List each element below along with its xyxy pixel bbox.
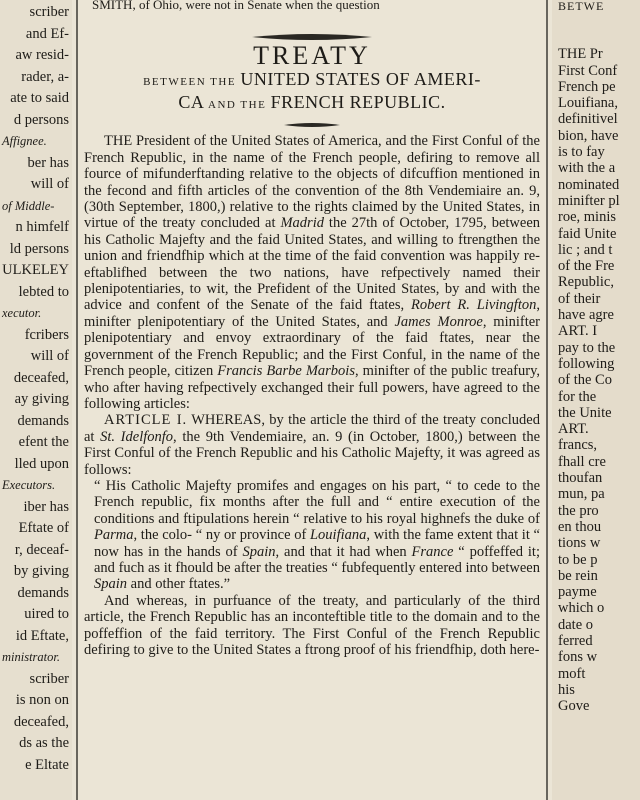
- column-rule-right: [546, 0, 548, 800]
- right-column-line: French pe: [558, 78, 616, 95]
- right-column: [552, 0, 640, 800]
- right-column-line: francs,: [558, 437, 598, 454]
- right-column-line: minifter pl: [558, 192, 620, 209]
- left-column-line: efent the: [18, 434, 69, 450]
- right-column-line: thoufan: [558, 470, 603, 487]
- right-column-line: ART.: [558, 421, 589, 438]
- ornament-bottom: [84, 117, 540, 127]
- right-column-line: for the: [558, 388, 597, 405]
- left-column-line: Eftate of: [18, 520, 69, 536]
- right-column-line: date o: [558, 616, 594, 633]
- right-column-line: which o: [558, 600, 605, 617]
- left-column-line: fcribers: [24, 326, 69, 343]
- treaty-subtitle: BETWEEN THE UNITED STATES OF AMERI- CA AND THE FRENCH REPUBLIC.: [143, 69, 481, 113]
- left-column-line: iber has: [23, 498, 69, 515]
- left-column-line: e Eltate: [25, 756, 69, 773]
- right-column-line: the pro: [558, 502, 599, 519]
- right-column-line: nominated: [558, 176, 620, 193]
- left-column-line: xecutor.: [2, 306, 42, 320]
- right-column-line: the Unite: [558, 404, 612, 421]
- right-column-line: following: [558, 355, 615, 372]
- right-column-line: roe, minis: [558, 209, 616, 226]
- right-column-line: his: [558, 681, 575, 698]
- left-column-line: will of: [30, 348, 69, 364]
- left-column-line: demands: [17, 584, 69, 601]
- right-column-line: is to fay: [558, 144, 605, 161]
- left-column-line: deceafed,: [13, 369, 69, 386]
- treaty-title: TREATY: [253, 41, 371, 71]
- left-column-line: d persons: [13, 111, 69, 128]
- treaty-body: [84, 133, 540, 658]
- left-column-line: ULKELEY: [2, 262, 69, 278]
- left-column-line: ld persons: [9, 240, 69, 257]
- left-column-line: is non on: [15, 692, 69, 708]
- quoted-article-paragraph: “ His Catholic Majefty promifes and engages on his part, “ to cede to the French republic, fix months after the full and “ entire execution of the conditions and ftipulations herein “ relative to his royal highnefs the duke of Parma, the colo- “ ny or province of Louifiana, with the fame extent that it “ now has in the hands of Spain, and that it had when France “ poffeffed it; and fuch as it fhould be after the treaties “ fubfequently entered into between Spain and other ftates.”: [94, 477, 540, 593]
- right-column-line: First Conf: [558, 62, 618, 79]
- left-column-line: by giving: [13, 563, 69, 579]
- right-column-line: en thou: [558, 518, 602, 535]
- left-column-line: ay giving: [14, 391, 69, 407]
- right-column-line: definitivel: [558, 111, 618, 128]
- left-column-line: deceafed,: [13, 713, 69, 730]
- left-column-line: lled upon: [14, 455, 69, 472]
- right-column-line: have agre: [558, 307, 614, 324]
- left-column-line: scriber: [29, 4, 69, 20]
- left-column-line: and Ef-: [25, 25, 69, 42]
- right-column-line: lic ; and t: [558, 241, 613, 258]
- right-column-line: ART. I: [558, 323, 598, 340]
- right-column-line: bion, have: [558, 127, 619, 144]
- right-column-line: of the Co: [558, 372, 612, 389]
- right-column-line: mun, pa: [558, 486, 605, 503]
- right-column-line: faid Unite: [558, 225, 617, 242]
- left-column-line: will of: [30, 176, 69, 192]
- right-column-line: pay to the: [558, 339, 616, 356]
- left-column-line: scriber: [29, 670, 69, 687]
- right-column-line: ferred: [558, 632, 593, 649]
- right-column-header: BETWE: [558, 0, 605, 13]
- article-one-paragraph: ARTICLE I. WHEREAS, by the article the third of the treaty concluded at St. Idelfonfo, the 9th Vendemiaire, an. 9 (in October, 1800,) between the First Conful of the French Republic and his Catholic Majefty, it was agreed as follows:: [84, 412, 540, 478]
- left-column-line: id Eftate,: [15, 627, 69, 644]
- left-column-line: of Middle-: [2, 198, 55, 213]
- right-column-line: of the Fre: [558, 258, 615, 275]
- right-column-line: be rein: [558, 567, 598, 584]
- whereas-paragraph: And whereas, in purfuance of the treaty, and particularly of the third article, the French Republic has an inconteftible title to the domain and to the poffeffion of the faid territory. The First Conful of the French Republic defiring to give to the United States a ftrong proof of his friendfhip, doth here-: [84, 592, 540, 658]
- left-column-line: ds as the: [19, 735, 69, 751]
- right-column-line: with the a: [558, 160, 616, 177]
- left-column-line: rader, a-: [21, 68, 69, 85]
- right-column-line: of their: [558, 290, 601, 307]
- left-column-line: lebted to: [18, 283, 69, 300]
- right-column-line: to be p: [558, 551, 598, 568]
- left-column-line: Affignee.: [2, 134, 47, 148]
- top-fragment: SMITH, of Ohio, were not in Senate when the question: [92, 0, 380, 12]
- left-column-line: n himfelf: [15, 219, 69, 235]
- left-column-line: r, deceaf-: [14, 541, 69, 558]
- left-column: [0, 0, 72, 800]
- right-column-line: fhall cre: [558, 453, 606, 470]
- right-column-line: THE Pr: [558, 46, 603, 63]
- left-column-line: Executors.: [2, 478, 56, 492]
- right-column-line: moft: [558, 665, 586, 682]
- right-column-line: tions w: [558, 535, 601, 552]
- treaty-column: [84, 0, 540, 800]
- left-column-line: ministrator.: [2, 650, 61, 664]
- column-rule-left: [76, 0, 78, 800]
- left-column-line: demands: [17, 412, 69, 429]
- left-column-line: uired to: [24, 606, 69, 622]
- left-column-line: aw resid-: [15, 47, 69, 63]
- preamble-paragraph: THE President of the United States of America, and the First Conful of the French Republic, in the name of the French people, defiring to remove all fource of mifunderftanding relative to the objects of difcuffion mentioned in the fecond and fifth articles of the convention of the 8th Vendemiaire an. 9, (30th September, 1800,) relative to the rights claimed by the United States, in virtue of the treaty concluded at Madrid the 27th of October, 1795, between his Catholic Majefty and the faid United States, and willing to ftrengthen the union and friendfhip which at the time of the faid convention was happily re-eftablifhed between the two nations, have refpectively named their plenipotentiaries, to wit, the Prefident of the United States, by and with the advice and confent of the Senate of the faid ftates, Robert R. Livingfton, minifter plenipotentiary of the United States, and James Monroe, minifter plenipotentiary and envoy extraordinary of the faid ftates, near the government of the French Republic; and the First Conful, in the name of the French people, citizen Francis Barbe Marbois, minifter of the public treafury, who after having refpectively exchanged their full powers, have agreed to the following articles:: [84, 133, 540, 412]
- right-column-line: Louifiana,: [558, 95, 618, 112]
- right-column-line: fons w: [558, 649, 598, 666]
- right-column-line: payme: [558, 584, 597, 601]
- left-column-line: ate to said: [10, 90, 69, 106]
- right-column-line: Gove: [558, 698, 590, 715]
- left-column-line: ber has: [27, 154, 69, 171]
- right-column-line: Republic,: [558, 274, 614, 291]
